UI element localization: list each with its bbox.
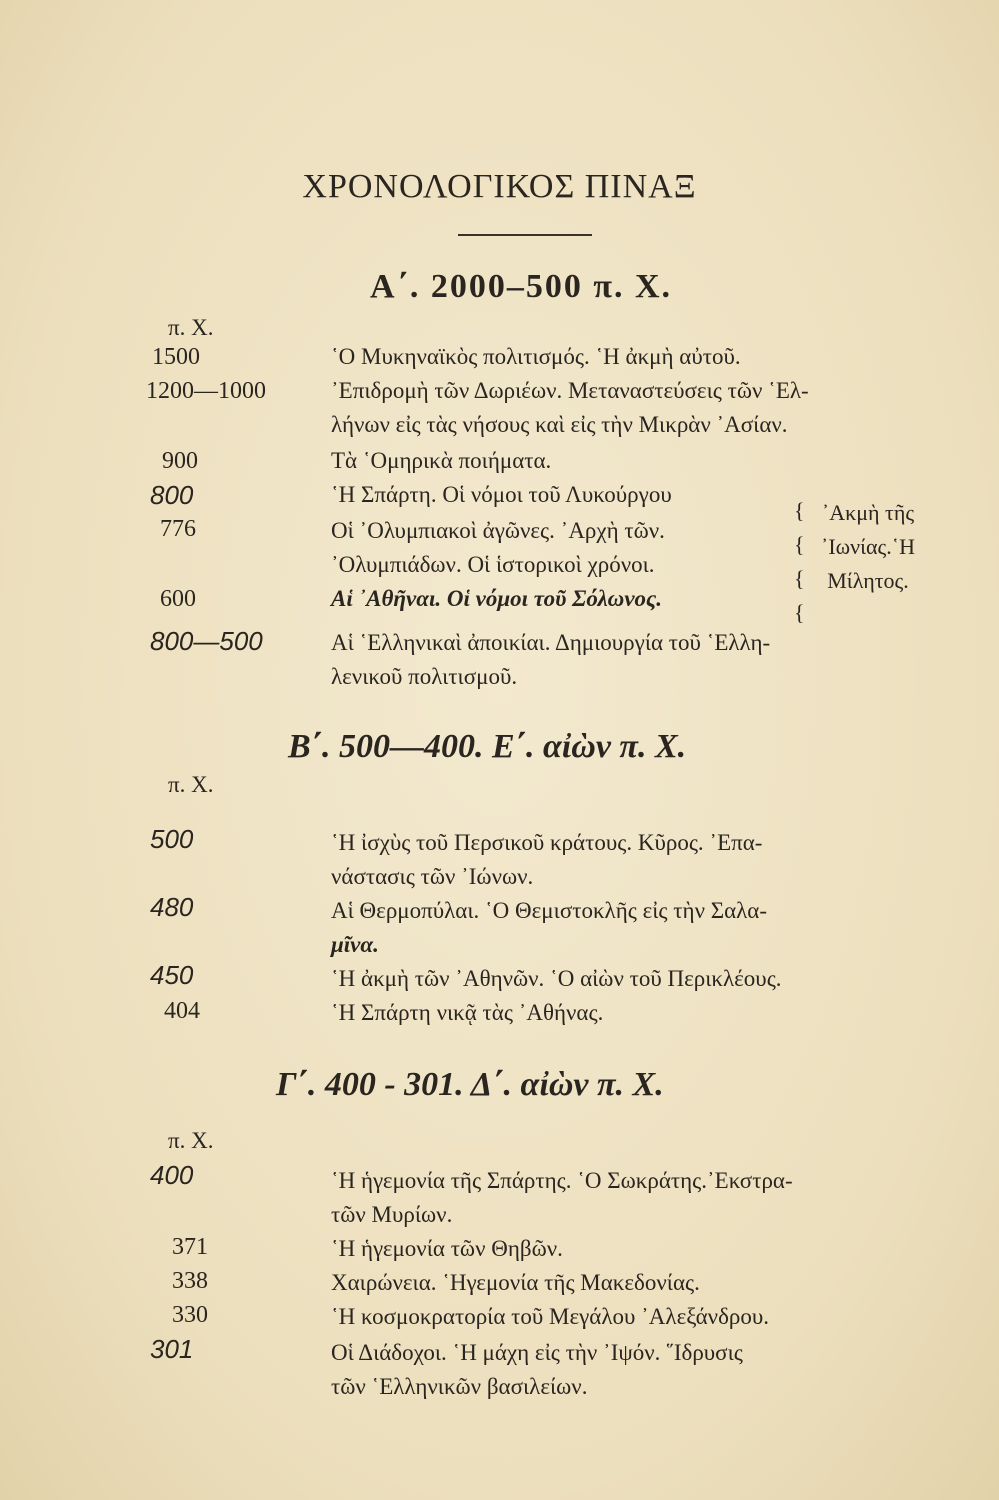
entry-line: ῾Η ἰσχὺς τοῦ Περσικοῦ κράτους. Κῦρος. ᾿Επα- (331, 830, 763, 855)
px-label-a: π. Χ. (168, 315, 214, 340)
year: 371 (172, 1234, 208, 1260)
px-label-c: π. Χ. (168, 1128, 214, 1153)
title-rule (458, 234, 592, 236)
entry-line: ῾Ο Μυκηναϊκὸς πολιτισμός. ῾Η ἀκμὴ αὐτοῦ. (331, 344, 741, 369)
section-heading-a: Α΄. 2000–500 π. Χ. (370, 268, 673, 305)
entry-line: ᾿Επιδρομὴ τῶν Δωριέων. Μεταναστεύσεις τῶν ῾Ελ- (331, 378, 809, 403)
section-heading-b: Β΄. 500—400. Ε΄. αἰὼν π. Χ. (288, 728, 687, 765)
year: 480 (150, 892, 194, 922)
entry-line: ῾Η ἡγεμονία τῶν Θηβῶν. (331, 1236, 563, 1261)
entry-line: Οἱ Διάδοχοι. ῾Η μάχη εἰς τὴν ᾿Ιψόν. ῞Ιδρυσις (331, 1340, 743, 1365)
entry-line: τῶν ῾Ελληνικῶν βασιλείων. (331, 1374, 588, 1399)
entry-line: Χαιρώνεια. ῾Ηγεμονία τῆς Μακεδονίας. (331, 1270, 700, 1295)
side-note-line: ᾿Ιωνίας.῾Η (821, 534, 915, 559)
year: 1200—1000 (146, 378, 266, 404)
entry-line: ῾Η Σπάρτη. Οἱ νόμοι τοῦ Λυκούργου (331, 482, 672, 507)
year: 500 (150, 824, 194, 854)
entry-line: τῶν Μυρίων. (331, 1202, 453, 1227)
side-note-line: ᾿Ακμὴ τῆς (821, 500, 915, 525)
year: 900 (162, 448, 198, 474)
year: 776 (160, 516, 196, 542)
entry-line: ῾Η Σπάρτη νικᾷ τὰς ᾿Αθήνας. (331, 1000, 604, 1025)
page-title: ΧΡΟΝΟΛΟΓΙΚΟΣ ΠΙΝΑΞ (302, 168, 697, 205)
px-label-b: π. Χ. (168, 772, 214, 797)
year: 800—500 (150, 626, 263, 656)
year: 301 (150, 1334, 194, 1364)
entry-line: Αἱ ᾿Αθῆναι. Οἱ νόμοι τοῦ Σόλωνος. (331, 586, 663, 611)
brace: { { { { (794, 498, 805, 625)
year: 338 (172, 1268, 208, 1294)
year: 1500 (152, 344, 200, 370)
year: 800 (150, 480, 194, 510)
year: 450 (150, 960, 194, 990)
entry-line: μῖνα. (331, 932, 379, 957)
section-heading-c: Γ΄. 400 - 301. Δ΄. αἰὼν π. Χ. (276, 1066, 664, 1103)
entry-line: λενικοῦ πολιτισμοῦ. (331, 664, 518, 689)
entry-line: ᾿Ολυμπιάδων. Οἱ ἱστορικοὶ χρόνοι. (331, 552, 655, 577)
year: 400 (150, 1160, 194, 1190)
entry-line: Αἱ ῾Ελληνικαὶ ἀποικίαι. Δημιουργία τοῦ ῾Ελλη- (331, 630, 771, 655)
entry-line: λήνων εἰς τὰς νήσους καὶ εἰς τὴν Μικρὰν ᾿Ασίαν. (331, 412, 788, 437)
year: 600 (160, 586, 196, 612)
entry-line: νάστασις τῶν ᾿Ιώνων. (331, 864, 534, 889)
entry-line: Οἱ ᾿Ολυμπιακοὶ ἀγῶνες. ᾿Αρχὴ τῶν. (331, 518, 665, 543)
entry-line: ῾Η κοσμοκρατορία τοῦ Μεγάλου ᾿Αλεξάνδρου. (331, 1304, 770, 1329)
entry-line: ῾Η ἡγεμονία τῆς Σπάρτης. ῾Ο Σωκράτης.᾿Εκστρα- (331, 1168, 793, 1193)
year: 404 (164, 998, 200, 1024)
year: 330 (172, 1302, 208, 1328)
entry-line: Αἱ Θερμοπύλαι. ῾Ο Θεμιστοκλῆς εἰς τὴν Σαλα- (331, 898, 768, 923)
entry-line: ῾Η ἀκμὴ τῶν ᾿Αθηνῶν. ῾Ο αἰὼν τοῦ Περικλέους. (331, 966, 782, 991)
side-note-line: Μίλητος. (827, 568, 909, 593)
entry-line: Τὰ ῾Ομηρικὰ ποιήματα. (331, 448, 552, 473)
side-note (808, 496, 928, 598)
